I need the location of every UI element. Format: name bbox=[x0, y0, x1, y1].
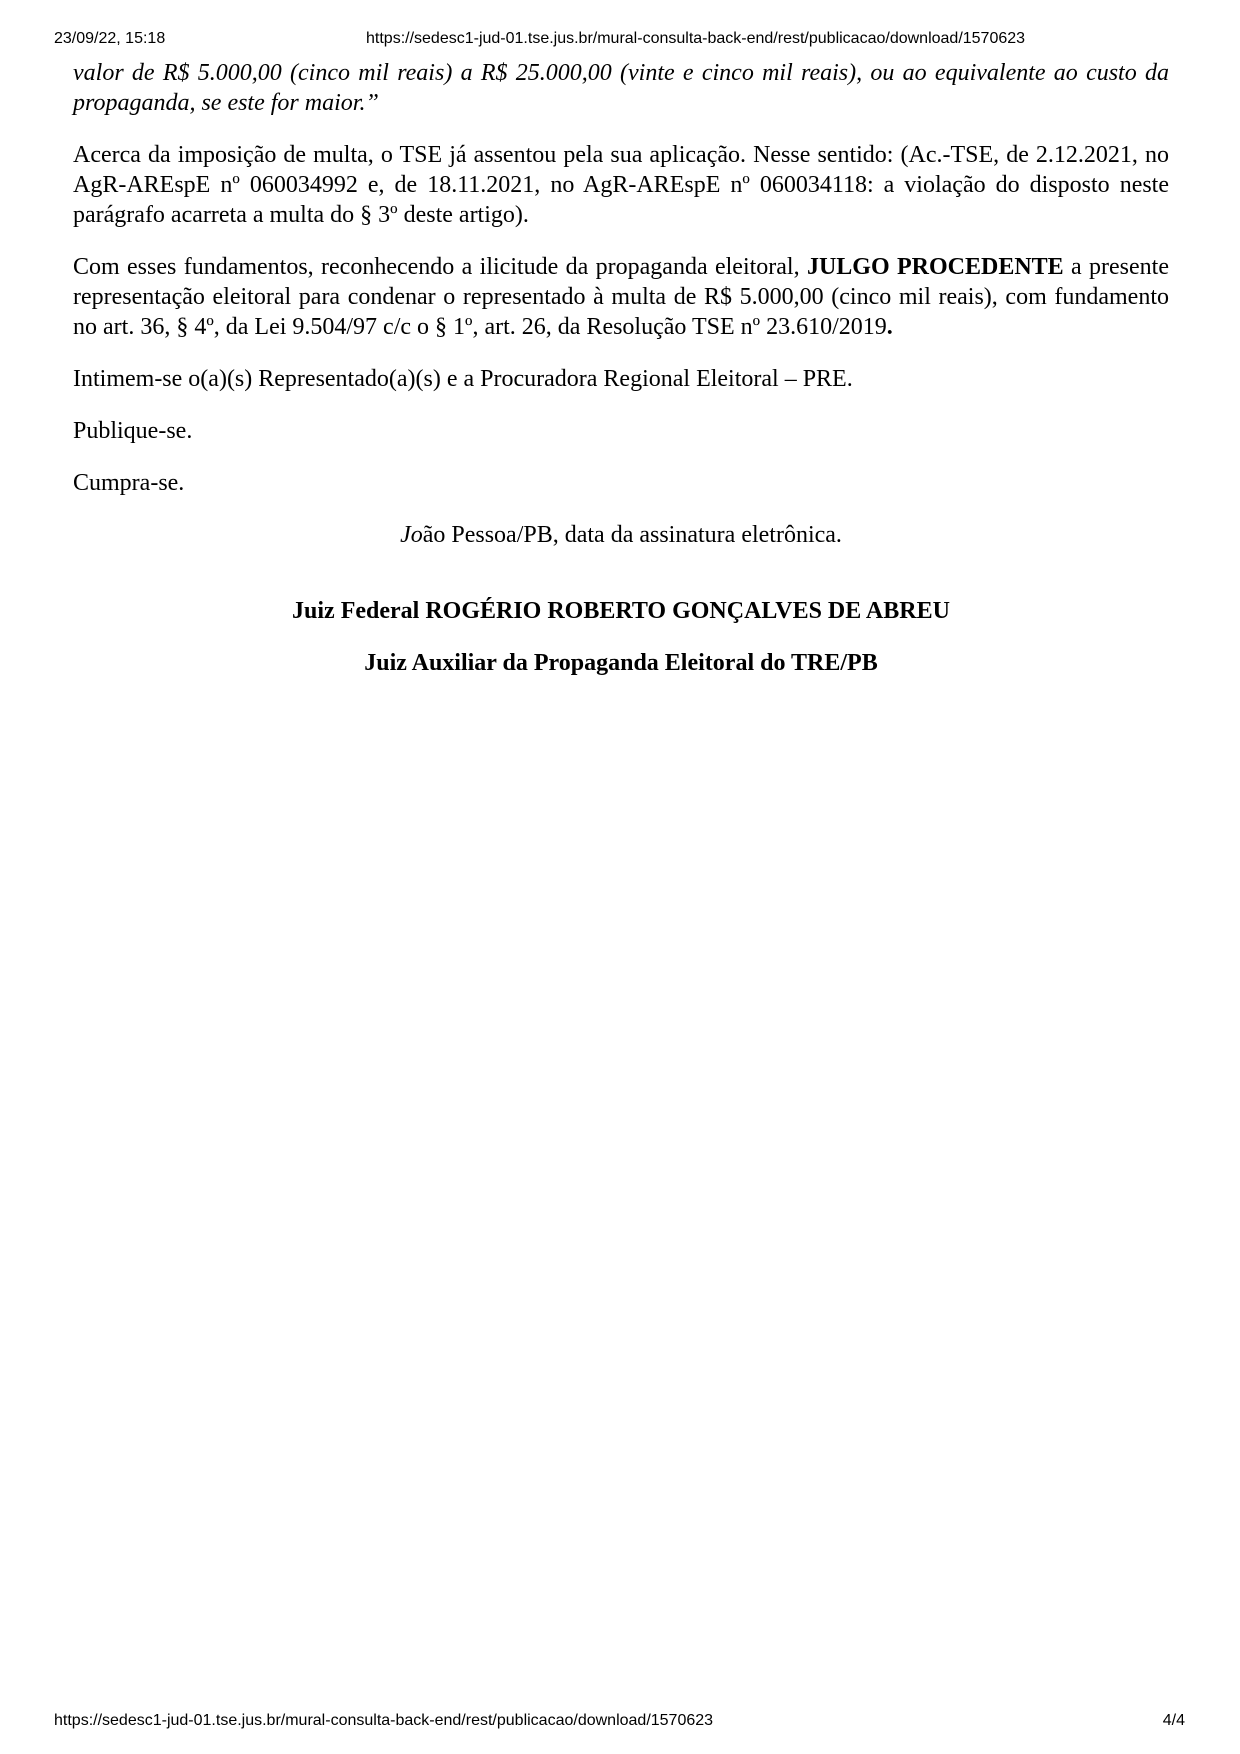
page-number: 4/4 bbox=[1162, 1712, 1185, 1729]
ruling-pre: Com esses fundamentos, reconhecendo a ilicitude da propaganda eleitoral, bbox=[73, 254, 807, 280]
place-italic: Jo bbox=[400, 522, 423, 548]
document-body bbox=[73, 58, 1169, 678]
paragraph-fine: Acerca da imposição de multa, o TSE já assentou pela sua aplicação. Nesse sentido: (Ac.-TSE, de 2.12.2021, no AgR-AREspE nº 060034992 e, de 18.11.2021, no AgR-AREspE nº 060034118: a violação do disposto neste parágrafo acarreta a multa do § 3º deste artigo). bbox=[73, 142, 1169, 228]
quote-close-mark: ” bbox=[365, 90, 379, 116]
ruling-post: a presente representação eleitoral para condenar o representado à multa de R$ 5.000,00 (cinco mil reais), com fundamento no art. 36, § 4º, da Lei 9.504/97 c/c o § 1º, art. 26, da Resolução TSE nº 23.610/2019 bbox=[73, 254, 1169, 340]
paragraph-publish: Publique-se. bbox=[73, 418, 193, 444]
quote-text: valor de R$ 5.000,00 (cinco mil reais) a R$ 25.000,00 (vinte e cinco mil reais), ou ao equivalente ao custo da propaganda, se este for maior. bbox=[73, 60, 1169, 116]
paragraph-intimation: Intimem-se o(a)(s) Representado(a)(s) e a Procuradora Regional Eleitoral – PRE. bbox=[73, 366, 853, 392]
ruling-end: . bbox=[886, 314, 893, 340]
quoted-law-text bbox=[73, 58, 1169, 118]
signature-name: Juiz Federal ROGÉRIO ROBERTO GONÇALVES DE ABREU bbox=[292, 598, 950, 624]
paragraph-ruling bbox=[73, 252, 1169, 342]
paragraph-comply: Cumpra-se. bbox=[73, 470, 185, 496]
signature-role: Juiz Auxiliar da Propaganda Eleitoral do TRE/PB bbox=[364, 650, 878, 676]
ruling-verdict: JULGO PROCEDENTE bbox=[806, 254, 1064, 280]
print-datetime: 23/09/22, 15:18 bbox=[54, 30, 166, 47]
place-rest: ão Pessoa/PB, data da assinatura eletrônica. bbox=[422, 522, 842, 548]
header-url: https://sedesc1-jud-01.tse.jus.br/mural-consulta-back-end/rest/publicacao/download/1570623 bbox=[366, 30, 1026, 47]
place-date-line bbox=[73, 520, 1169, 550]
footer-url: https://sedesc1-jud-01.tse.jus.br/mural-consulta-back-end/rest/publicacao/download/1570623 bbox=[54, 1712, 714, 1729]
